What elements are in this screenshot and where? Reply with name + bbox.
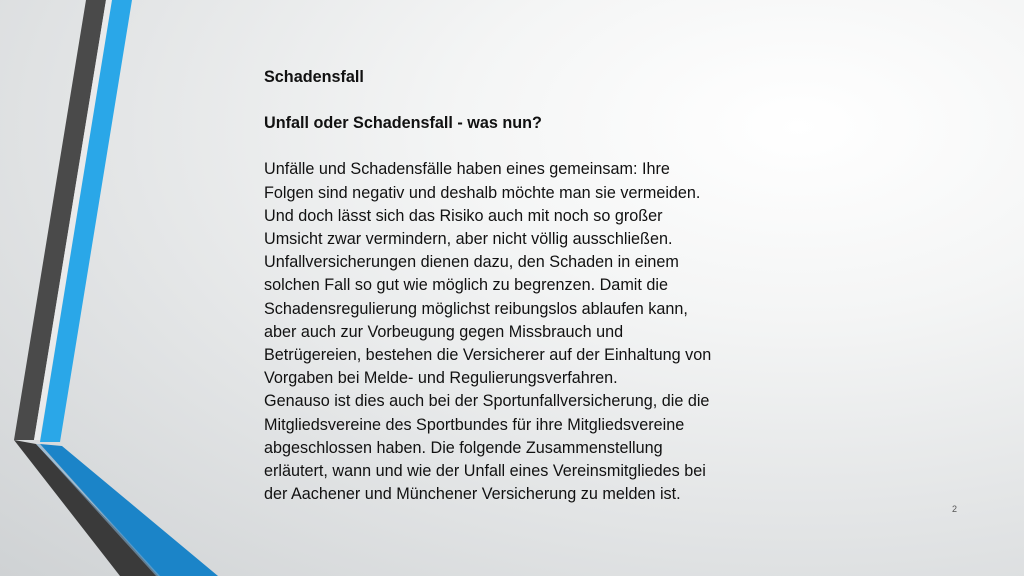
slide-content xyxy=(264,66,764,506)
body-paragraph-2: Genauso ist dies auch bei der Sportunfallversicherung, die die Mitgliedsvereine des Sportbundes für ihre Mitgliedsvereine abgeschlossen haben. Die folgende Zusammenstellung erläutert, wann und wie der Unfall eines Vereinsmitgliedes bei der Aachener und Münchener Versicherung zu melden ist. xyxy=(264,392,710,504)
slide-subheading: Unfall oder Schadensfall - was nun? xyxy=(264,114,542,133)
body-paragraph-1: Unfälle und Schadensfälle haben eines gemeinsam: Ihre Folgen sind negativ und deshalb möchte man sie vermeiden. Und doch lässt sich das Risiko auch mit noch so großer Umsicht zwar vermindern, aber nicht völlig ausschließen. Unfallversicherungen dienen dazu, den Schaden in einem solchen Fall so gut wie möglich zu begrenzen. Damit die Schadensregulierung möglichst reibungslos ablaufen kann, aber auch zur Vorbeugung gegen Missbrauch und Betrügereien, bestehen die Versicherer auf der Einhaltung von Vorgaben bei Melde- und Regulierungsverfahren. xyxy=(264,160,712,388)
page-number: 2 xyxy=(952,504,958,514)
lower-highlight xyxy=(36,444,160,576)
slide-heading: Schadensfall xyxy=(264,68,364,86)
upper-light-stripe xyxy=(34,0,112,440)
